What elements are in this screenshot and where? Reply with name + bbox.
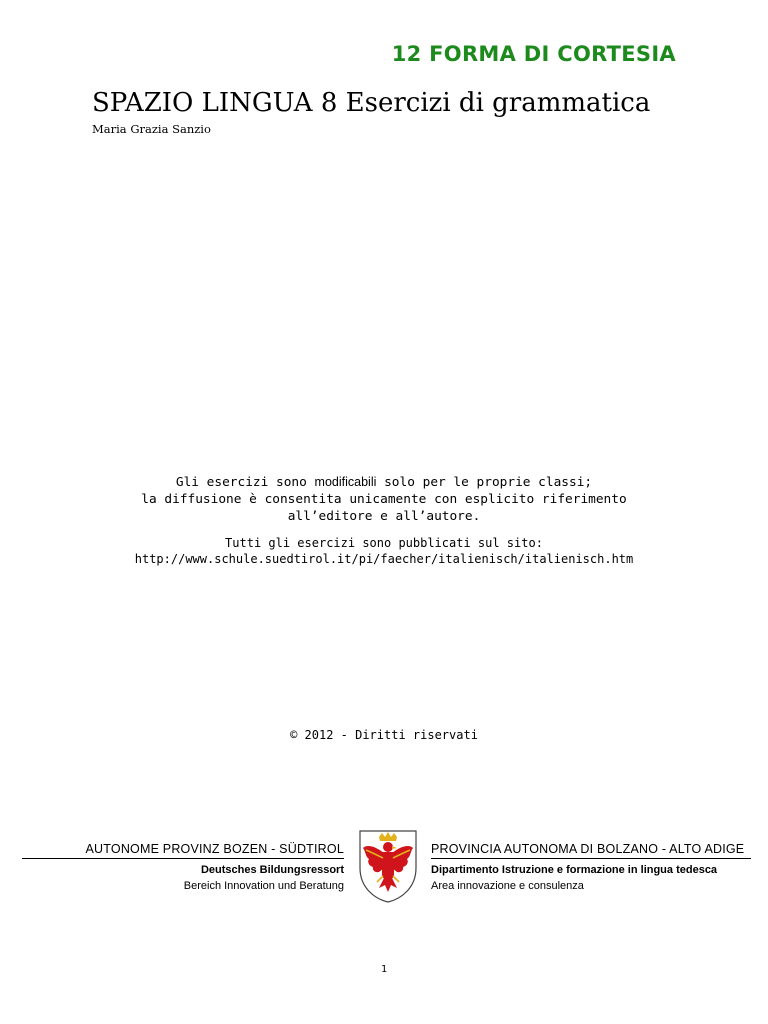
site-url[interactable]: http://www.schule.suedtirol.it/pi/faecher/italienisch/italienisch.htm [134,551,634,566]
footer-left-divider [22,858,344,859]
notice-line-1-c: solo per le proprie classi; [376,475,593,490]
footer-left-province: AUTONOME PROVINZ BOZEN - SÜDTIROL [85,842,344,856]
page-number: 1 [380,964,388,975]
book-title: SPAZIO LINGUA 8 Esercizi di grammatica [92,88,651,118]
notice-line-1-b: modificabili [314,475,377,489]
author-name: Maria Grazia Sanzio [92,122,211,136]
footer-right-department: Dipartimento Istruzione e formazione in lingua tedesca [431,864,718,876]
notice-line-2: la diffusione è consentita unicamente con esplicito riferimento [141,492,627,507]
footer-left-department: Deutsches Bildungsressort [200,864,344,876]
notice-line-1-a: Gli esercizi sono [175,475,315,490]
site-notice [0,536,768,567]
notice-line-3: all’editore e all’autore. [287,509,481,524]
footer-left-area: Bereich Innovation und Beratung [183,880,344,892]
notice-line-4: Tutti gli esercizi sono pubblicati sul sito: [225,536,543,550]
footer-right-province: PROVINCIA AUTONOMA DI BOLZANO - ALTO ADIGE [431,842,745,856]
footer-right-divider [431,858,751,859]
footer-right [431,842,751,894]
notice-line-1 [0,474,768,491]
tyrolean-eagle-crest-icon [357,828,419,904]
footer-left [22,842,344,894]
footer-right-area: Area innovazione e consulenza [431,880,584,892]
usage-notice [0,474,768,525]
copyright: © 2012 - Diritti riservati [290,728,478,742]
chapter-title: 12 FORMA DI CORTESIA [391,42,676,66]
